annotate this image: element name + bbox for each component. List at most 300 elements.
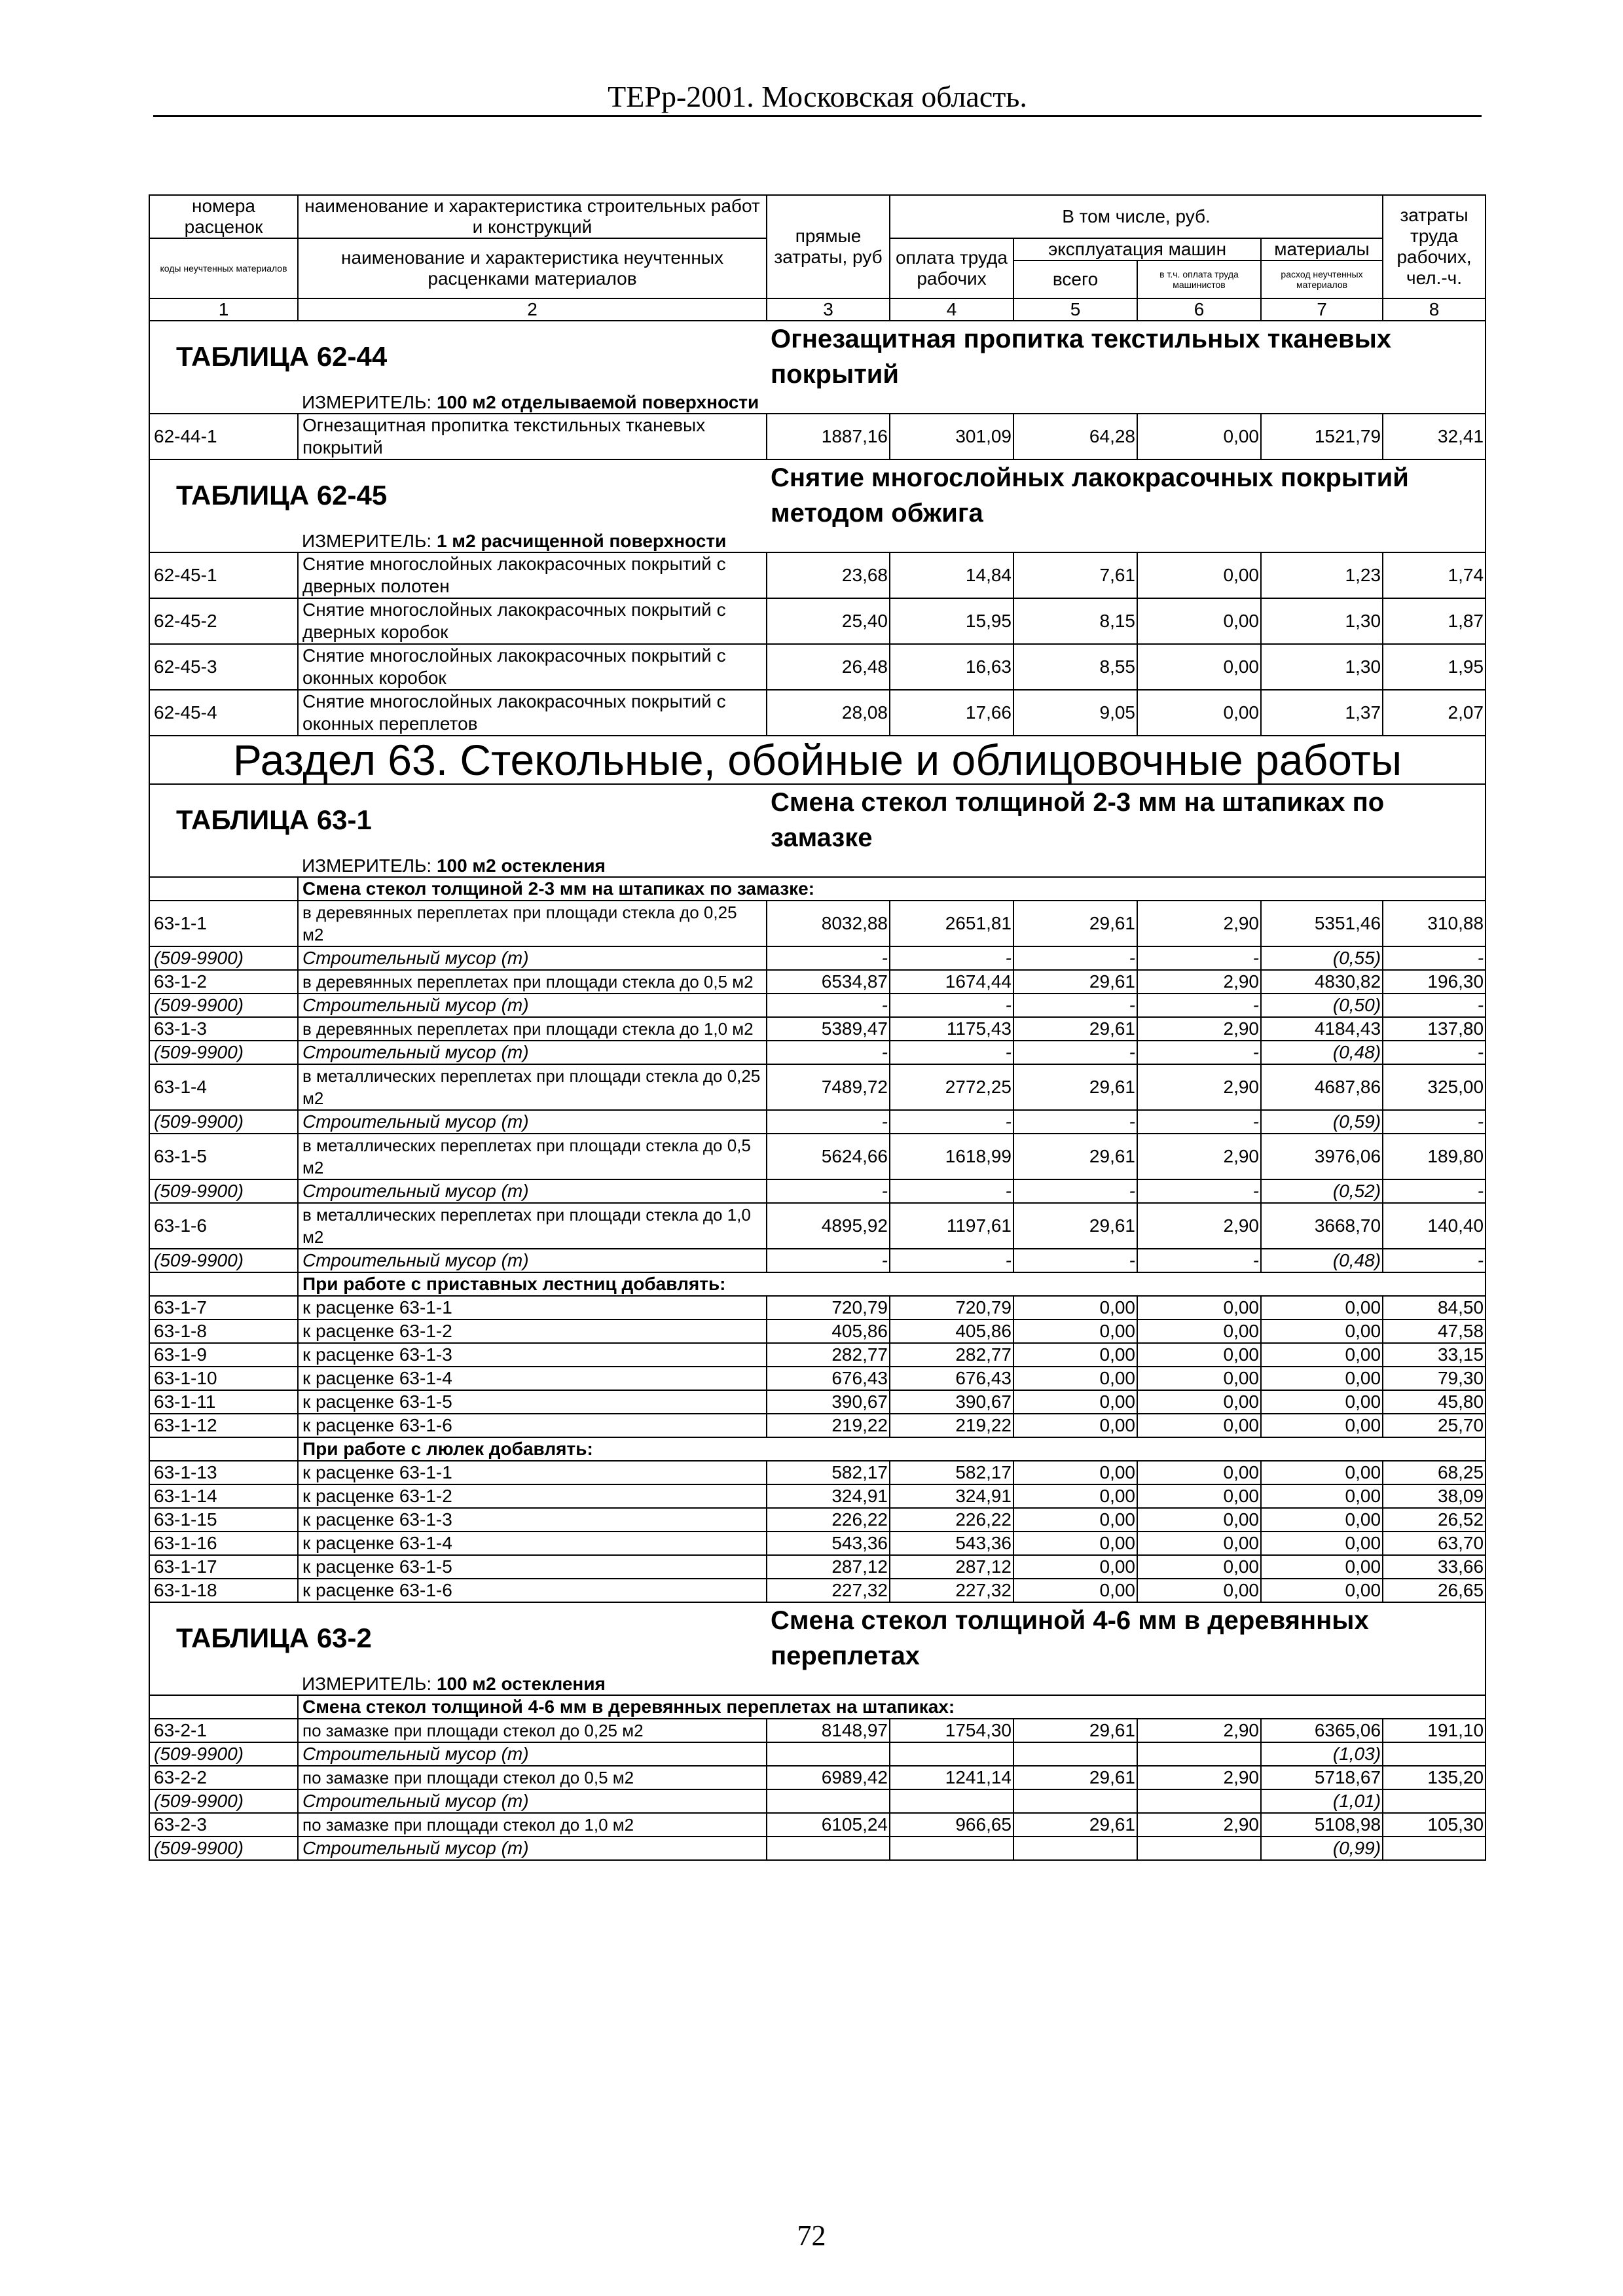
material-row	[149, 1742, 1486, 1766]
material-description: Строительный мусор (т)	[298, 1742, 767, 1766]
material-usage: (1,01)	[1261, 1789, 1383, 1813]
value-cell: 301,09	[890, 414, 1013, 459]
rate-description: по замазке при площади стекол до 0,25 м2	[298, 1719, 767, 1742]
measure-value: 100 м2 отделываемой поверхности	[436, 392, 759, 412]
value-cell: 29,61	[1013, 1064, 1137, 1110]
value-cell: 38,09	[1383, 1484, 1486, 1508]
material-code: (509-9900)	[149, 994, 298, 1017]
dash-cell: -	[1383, 1041, 1486, 1064]
value-cell: 17,66	[890, 690, 1013, 736]
value-cell: 0,00	[1137, 414, 1261, 459]
rate-code: 63-1-16	[149, 1532, 298, 1555]
value-cell: 196,30	[1383, 970, 1486, 994]
cell	[149, 855, 298, 877]
page-number: 72	[797, 2219, 826, 2251]
value-cell: 1,95	[1383, 644, 1486, 690]
col-number: 2	[298, 298, 767, 321]
table-label: ТАБЛИЦА 62-45	[149, 459, 767, 531]
rate-description: к расценке 63-1-2	[298, 1484, 767, 1508]
value-cell: 282,77	[890, 1343, 1013, 1367]
rate-code: 63-1-8	[149, 1319, 298, 1343]
dash-cell: -	[1013, 1110, 1137, 1134]
material-description: Строительный мусор (т)	[298, 1249, 767, 1272]
value-cell: 390,67	[767, 1390, 890, 1414]
value-cell: 25,70	[1383, 1414, 1486, 1437]
material-description: Строительный мусор (т)	[298, 1179, 767, 1203]
dash-cell: -	[1013, 1179, 1137, 1203]
col-header-labor-hours: затраты труда рабочих, чел.-ч.	[1383, 195, 1486, 298]
value-cell: 0,00	[1137, 1508, 1261, 1532]
value-cell: 7489,72	[767, 1064, 890, 1110]
value-cell: 8032,88	[767, 901, 890, 946]
value-cell: 0,00	[1137, 690, 1261, 736]
col-header-rate-number: номера расценок	[149, 195, 298, 238]
value-cell: 0,00	[1137, 1484, 1261, 1508]
value-cell: 2651,81	[890, 901, 1013, 946]
subheading: При работе с люлек добавлять:	[298, 1437, 1486, 1461]
rate-description: к расценке 63-1-1	[298, 1296, 767, 1319]
col-header-material-usage: расход неучтенных материалов	[1281, 269, 1363, 290]
dash-cell: -	[1137, 994, 1261, 1017]
value-cell: 3668,70	[1261, 1203, 1383, 1249]
rate-code: 63-1-7	[149, 1296, 298, 1319]
value-cell: 84,50	[1383, 1296, 1486, 1319]
material-row	[149, 1837, 1486, 1860]
value-cell: 390,67	[890, 1390, 1013, 1414]
value-cell: 405,86	[890, 1319, 1013, 1343]
dash-cell: -	[890, 946, 1013, 970]
dash-cell: -	[1013, 946, 1137, 970]
value-cell: 0,00	[1137, 1296, 1261, 1319]
value-cell: 33,15	[1383, 1343, 1486, 1367]
col-number: 7	[1261, 298, 1383, 321]
rate-description: к расценке 63-1-4	[298, 1532, 767, 1555]
material-row	[149, 1179, 1486, 1203]
rate-code: 62-45-4	[149, 690, 298, 736]
value-cell: 0,00	[1013, 1296, 1137, 1319]
value-cell: 287,12	[890, 1555, 1013, 1579]
value-cell: 0,00	[1013, 1484, 1137, 1508]
measure-text	[298, 392, 1486, 414]
value-cell: 325,00	[1383, 1064, 1486, 1110]
col-header-material-name: наименование и характеристика неучтенных расценками материалов	[298, 238, 767, 298]
rate-code: 63-1-2	[149, 970, 298, 994]
value-cell: 1,30	[1261, 644, 1383, 690]
value-cell: 1175,43	[890, 1017, 1013, 1041]
table-row	[149, 970, 1486, 994]
material-code: (509-9900)	[149, 1249, 298, 1272]
value-cell: 0,00	[1261, 1367, 1383, 1390]
value-cell: 543,36	[767, 1532, 890, 1555]
value-cell: 0,00	[1137, 552, 1261, 598]
value-cell: 6989,42	[767, 1766, 890, 1789]
table-row	[149, 1766, 1486, 1789]
dash-cell: -	[1013, 994, 1137, 1017]
dash-cell: -	[1137, 1110, 1261, 1134]
value-cell: 0,00	[1013, 1390, 1137, 1414]
table-label: ТАБЛИЦА 63-2	[149, 1602, 767, 1674]
value-cell: 1197,61	[890, 1203, 1013, 1249]
value-cell: 0,00	[1137, 1555, 1261, 1579]
value-cell: 227,32	[767, 1579, 890, 1602]
value-cell: 5718,67	[1261, 1766, 1383, 1789]
table-title-row	[149, 321, 1486, 392]
dash-cell: -	[1137, 1179, 1261, 1203]
value-cell: 227,32	[890, 1579, 1013, 1602]
value-cell: 1521,79	[1261, 414, 1383, 459]
value-cell: 16,63	[890, 644, 1013, 690]
material-code: (509-9900)	[149, 946, 298, 970]
rate-description: в деревянных переплетах при площади стекла до 1,0 м2	[298, 1017, 767, 1041]
material-code: (509-9900)	[149, 1110, 298, 1134]
dash-cell: -	[1013, 1249, 1137, 1272]
dash-cell: -	[1383, 994, 1486, 1017]
col-number: 4	[890, 298, 1013, 321]
value-cell: 676,43	[890, 1367, 1013, 1390]
value-cell: 0,00	[1261, 1555, 1383, 1579]
subheading-row	[149, 1437, 1486, 1461]
value-cell: 720,79	[767, 1296, 890, 1319]
rate-description: к расценке 63-1-2	[298, 1319, 767, 1343]
value-cell: 47,58	[1383, 1319, 1486, 1343]
rate-code: 63-1-17	[149, 1555, 298, 1579]
value-cell: 2,90	[1137, 1064, 1261, 1110]
value-cell: 135,20	[1383, 1766, 1486, 1789]
rate-code: 63-2-2	[149, 1766, 298, 1789]
col-header-work-name: наименование и характеристика строительных работ и конструкций	[298, 195, 767, 238]
value-cell: 1,87	[1383, 598, 1486, 644]
value-cell: 2,90	[1137, 1719, 1261, 1742]
cell	[149, 1674, 298, 1695]
cell	[149, 392, 298, 414]
dash-cell	[1137, 1789, 1261, 1813]
table-row	[149, 1296, 1486, 1319]
rate-description: Снятие многослойных лакокрасочных покрытий с дверных коробок	[298, 598, 767, 644]
measure-text	[298, 855, 1486, 877]
dash-cell	[1013, 1789, 1137, 1813]
dash-cell	[767, 1837, 890, 1860]
table-row	[149, 1532, 1486, 1555]
value-cell: 63,70	[1383, 1532, 1486, 1555]
material-code: (509-9900)	[149, 1041, 298, 1064]
dash-cell: -	[767, 1249, 890, 1272]
value-cell: 6105,24	[767, 1813, 890, 1837]
col-number: 3	[767, 298, 890, 321]
value-cell: 324,91	[767, 1484, 890, 1508]
rate-code: 63-1-10	[149, 1367, 298, 1390]
rate-code: 63-1-5	[149, 1134, 298, 1179]
value-cell: 33,66	[1383, 1555, 1486, 1579]
rate-description: к расценке 63-1-6	[298, 1579, 767, 1602]
value-cell: 0,00	[1013, 1414, 1137, 1437]
table-row	[149, 1461, 1486, 1484]
dash-cell	[890, 1742, 1013, 1766]
subheading: Смена стекол толщиной 4-6 мм в деревянных переплетах на штапиках:	[298, 1695, 1486, 1719]
value-cell: 29,61	[1013, 1203, 1137, 1249]
cell	[149, 531, 298, 552]
measure-text	[298, 531, 1486, 552]
value-cell: 0,00	[1261, 1343, 1383, 1367]
value-cell: 15,95	[890, 598, 1013, 644]
value-cell: 0,00	[1137, 1319, 1261, 1343]
rate-description: к расценке 63-1-5	[298, 1555, 767, 1579]
measure-value: 1 м2 расчищенной поверхности	[436, 531, 727, 551]
dash-cell: -	[1137, 1249, 1261, 1272]
value-cell: 64,28	[1013, 414, 1137, 459]
value-cell: 676,43	[767, 1367, 890, 1390]
rate-code: 63-1-6	[149, 1203, 298, 1249]
rate-description: в металлических переплетах при площади стекла до 0,25 м2	[298, 1064, 767, 1110]
table-row	[149, 644, 1486, 690]
rate-code: 63-1-18	[149, 1579, 298, 1602]
value-cell: 140,40	[1383, 1203, 1486, 1249]
table-row	[149, 1319, 1486, 1343]
col-number: 6	[1137, 298, 1261, 321]
col-number: 1	[149, 298, 298, 321]
dash-cell	[1137, 1837, 1261, 1860]
rate-description: Огнезащитная пропитка текстильных тканевых покрытий	[298, 414, 767, 459]
table-row	[149, 414, 1486, 459]
value-cell: 29,61	[1013, 1766, 1137, 1789]
value-cell: 2,07	[1383, 690, 1486, 736]
section-title: Раздел 63. Стекольные, обойные и облицовочные работы	[149, 736, 1486, 784]
value-cell: 2,90	[1137, 1203, 1261, 1249]
value-cell: 4184,43	[1261, 1017, 1383, 1041]
col-header-materials: материалы	[1262, 239, 1382, 260]
value-cell: 0,00	[1261, 1319, 1383, 1343]
cell	[149, 877, 298, 901]
dash-cell: -	[1013, 1041, 1137, 1064]
dash-cell	[890, 1837, 1013, 1860]
value-cell: 219,22	[890, 1414, 1013, 1437]
value-cell: 14,84	[890, 552, 1013, 598]
value-cell: 0,00	[1013, 1319, 1137, 1343]
measure-prefix: ИЗМЕРИТЕЛЬ:	[302, 531, 437, 551]
dash-cell: -	[767, 1110, 890, 1134]
page-header: ТЕРр-2001. Московская область.	[153, 79, 1482, 117]
table-row	[149, 1414, 1486, 1437]
table-row	[149, 1579, 1486, 1602]
section-title-row	[149, 736, 1486, 784]
table-row	[149, 1555, 1486, 1579]
value-cell: 287,12	[767, 1555, 890, 1579]
material-code: (509-9900)	[149, 1837, 298, 1860]
material-description: Строительный мусор (т)	[298, 946, 767, 970]
value-cell: 2,90	[1137, 1017, 1261, 1041]
table-label: ТАБЛИЦА 62-44	[149, 321, 767, 392]
table-row	[149, 901, 1486, 946]
value-cell: 0,00	[1261, 1390, 1383, 1414]
rate-code: 63-1-3	[149, 1017, 298, 1041]
value-cell: 0,00	[1013, 1532, 1137, 1555]
value-cell: 105,30	[1383, 1813, 1486, 1837]
table-title: Огнезащитная пропитка текстильных тканевых покрытий	[767, 321, 1486, 392]
subheading-row	[149, 877, 1486, 901]
subheading: Смена стекол толщиной 2-3 мм на штапиках по замазке:	[298, 877, 1486, 901]
material-usage: (0,99)	[1261, 1837, 1383, 1860]
column-numbers-row	[149, 298, 1486, 321]
material-description: Строительный мусор (т)	[298, 994, 767, 1017]
value-cell: 1,30	[1261, 598, 1383, 644]
value-cell: 7,61	[1013, 552, 1137, 598]
rate-description: Снятие многослойных лакокрасочных покрытий с оконных переплетов	[298, 690, 767, 736]
value-cell: 1887,16	[767, 414, 890, 459]
value-cell: 0,00	[1261, 1296, 1383, 1319]
dash-cell: -	[767, 1179, 890, 1203]
value-cell: 0,00	[1013, 1555, 1137, 1579]
measure-value: 100 м2 остекления	[436, 1674, 606, 1694]
value-cell: 1754,30	[890, 1719, 1013, 1742]
table-row	[149, 1064, 1486, 1110]
value-cell: 29,61	[1013, 901, 1137, 946]
value-cell: 8,15	[1013, 598, 1137, 644]
value-cell: 966,65	[890, 1813, 1013, 1837]
value-cell: 1,74	[1383, 552, 1486, 598]
rate-code: 63-2-3	[149, 1813, 298, 1837]
rate-description: в деревянных переплетах при площади стекла до 0,5 м2	[298, 970, 767, 994]
value-cell: 25,40	[767, 598, 890, 644]
measure-prefix: ИЗМЕРИТЕЛЬ:	[302, 392, 437, 412]
value-cell: 1,37	[1261, 690, 1383, 736]
dash-cell	[1383, 1837, 1486, 1860]
value-cell: 582,17	[890, 1461, 1013, 1484]
col-number: 5	[1013, 298, 1137, 321]
value-cell: 0,00	[1261, 1484, 1383, 1508]
value-cell: 68,25	[1383, 1461, 1486, 1484]
material-usage: (0,52)	[1261, 1179, 1383, 1203]
material-usage: (0,50)	[1261, 994, 1383, 1017]
value-cell: 405,86	[767, 1319, 890, 1343]
value-cell: 137,80	[1383, 1017, 1486, 1041]
rate-description: в деревянных переплетах при площади стекла до 0,25 м2	[298, 901, 767, 946]
rate-code: 63-1-15	[149, 1508, 298, 1532]
col-header-worker-pay: оплата труда рабочих	[890, 238, 1013, 298]
table-title: Снятие многослойных лакокрасочных покрытий методом обжига	[767, 459, 1486, 531]
value-cell: 26,52	[1383, 1508, 1486, 1532]
dash-cell: -	[890, 994, 1013, 1017]
value-cell: 0,00	[1261, 1414, 1383, 1437]
value-cell: 0,00	[1137, 1390, 1261, 1414]
dash-cell: -	[1383, 1249, 1486, 1272]
dash-cell: -	[890, 1041, 1013, 1064]
value-cell: 2,90	[1137, 901, 1261, 946]
value-cell: 2,90	[1137, 1813, 1261, 1837]
value-cell: 2,90	[1137, 1134, 1261, 1179]
table-title-row	[149, 1602, 1486, 1674]
material-row	[149, 1789, 1486, 1813]
table-row	[149, 598, 1486, 644]
value-cell: 2,90	[1137, 970, 1261, 994]
rates-table	[149, 194, 1486, 1861]
value-cell: 226,22	[890, 1508, 1013, 1532]
material-description: Строительный мусор (т)	[298, 1110, 767, 1134]
material-description: Строительный мусор (т)	[298, 1789, 767, 1813]
dash-cell: -	[1383, 1179, 1486, 1203]
material-row	[149, 1110, 1486, 1134]
rate-code: 62-45-1	[149, 552, 298, 598]
dash-cell	[890, 1789, 1013, 1813]
rate-description: Снятие многослойных лакокрасочных покрытий с оконных коробок	[298, 644, 767, 690]
material-code: (509-9900)	[149, 1789, 298, 1813]
material-row	[149, 1249, 1486, 1272]
value-cell: 8148,97	[767, 1719, 890, 1742]
table-title: Смена стекол толщиной 2-3 мм на штапиках по замазке	[767, 784, 1486, 855]
rate-description: к расценке 63-1-3	[298, 1343, 767, 1367]
dash-cell	[767, 1742, 890, 1766]
table-row	[149, 1508, 1486, 1532]
table-row	[149, 1017, 1486, 1041]
value-cell: 5351,46	[1261, 901, 1383, 946]
dash-cell	[1383, 1789, 1486, 1813]
measure-row	[149, 1674, 1486, 1695]
value-cell: 0,00	[1137, 1532, 1261, 1555]
dash-cell: -	[1137, 1041, 1261, 1064]
value-cell: 4895,92	[767, 1203, 890, 1249]
table-label: ТАБЛИЦА 63-1	[149, 784, 767, 855]
rate-code: 63-1-14	[149, 1484, 298, 1508]
value-cell: 0,00	[1137, 1343, 1261, 1367]
table-title-row	[149, 459, 1486, 531]
material-row	[149, 1041, 1486, 1064]
measure-row	[149, 392, 1486, 414]
value-cell: 0,00	[1013, 1461, 1137, 1484]
measure-text	[298, 1674, 1486, 1695]
table-row	[149, 1813, 1486, 1837]
dash-cell	[767, 1789, 890, 1813]
value-cell: 226,22	[767, 1508, 890, 1532]
value-cell: 0,00	[1137, 1414, 1261, 1437]
measure-row	[149, 531, 1486, 552]
value-cell: 79,30	[1383, 1367, 1486, 1390]
measure-prefix: ИЗМЕРИТЕЛЬ:	[302, 1674, 437, 1694]
rate-code: 63-1-9	[149, 1343, 298, 1367]
col-number: 8	[1383, 298, 1486, 321]
rate-code: 63-2-1	[149, 1719, 298, 1742]
value-cell: 543,36	[890, 1532, 1013, 1555]
value-cell: 0,00	[1261, 1508, 1383, 1532]
value-cell: 582,17	[767, 1461, 890, 1484]
value-cell: 282,77	[767, 1343, 890, 1367]
value-cell: 0,00	[1013, 1508, 1137, 1532]
dash-cell: -	[767, 994, 890, 1017]
material-row	[149, 946, 1486, 970]
machine-subheader	[1014, 239, 1260, 298]
value-cell: 3976,06	[1261, 1134, 1383, 1179]
value-cell: 1,23	[1261, 552, 1383, 598]
value-cell: 191,10	[1383, 1719, 1486, 1742]
value-cell: 0,00	[1013, 1343, 1137, 1367]
dash-cell: -	[890, 1110, 1013, 1134]
value-cell: 0,00	[1013, 1367, 1137, 1390]
value-cell: 0,00	[1013, 1579, 1137, 1602]
rate-code: 63-1-13	[149, 1461, 298, 1484]
value-cell: 0,00	[1137, 644, 1261, 690]
value-cell: 29,61	[1013, 1134, 1137, 1179]
col-header-material-codes: коды неучтенных материалов	[149, 238, 298, 298]
material-description: Строительный мусор (т)	[298, 1041, 767, 1064]
table-row	[149, 1719, 1486, 1742]
material-usage: (0,48)	[1261, 1041, 1383, 1064]
table-row	[149, 1484, 1486, 1508]
value-cell: 5108,98	[1261, 1813, 1383, 1837]
value-cell: 45,80	[1383, 1390, 1486, 1414]
rate-code: 63-1-11	[149, 1390, 298, 1414]
rate-code: 62-45-3	[149, 644, 298, 690]
value-cell: 6365,06	[1261, 1719, 1383, 1742]
subheading-row	[149, 1272, 1486, 1296]
rate-description: по замазке при площади стекол до 0,5 м2	[298, 1766, 767, 1789]
table-row	[149, 1390, 1486, 1414]
